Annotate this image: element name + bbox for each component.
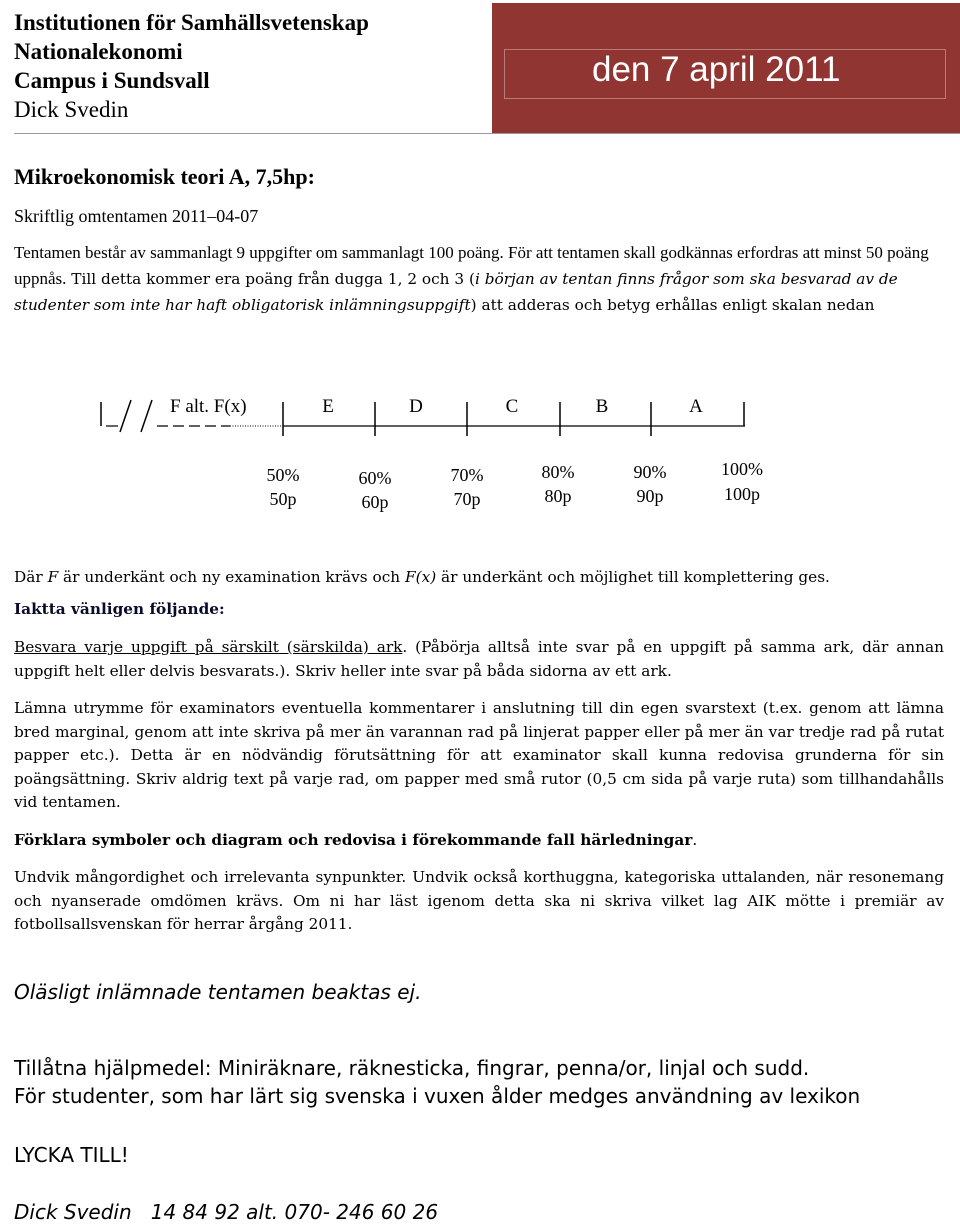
explanation-b: är underkänt och ny examination krävs och: [58, 568, 405, 586]
points-100: 100p: [724, 484, 760, 504]
percent-90: 90%: [633, 462, 667, 482]
grade-scale-diagram: [0, 380, 960, 530]
header-info: [14, 8, 492, 124]
contact-info: Dick Svedin 14 84 92 alt. 070- 246 60 26: [14, 1200, 439, 1224]
grade-label-f: F alt. F(x): [170, 396, 247, 417]
author-name: Dick Svedin: [14, 97, 129, 122]
percent-100: 100%: [721, 459, 763, 479]
percent-70: 70%: [450, 465, 484, 485]
symbols-paragraph: [14, 829, 944, 853]
sheets-underlined: Besvara varje uppgift på särskilt (särskilda) ark: [14, 638, 403, 656]
points-60: 60p: [361, 492, 389, 512]
intro-line2-b: ) att adderas och betyg erhållas enligt skalan nedan: [470, 296, 875, 314]
percent-80: 80%: [541, 462, 575, 482]
header-divider: [14, 133, 960, 134]
symbols-bold: Förklara symboler och diagram och redovisa i förekommande fall härledningar: [14, 831, 693, 849]
percent-60: 60%: [358, 468, 392, 488]
scale-break-mark-1: [120, 400, 131, 432]
points-80: 80p: [544, 486, 572, 506]
intro-paragraph: [14, 240, 944, 318]
explanation-f: F: [47, 568, 59, 586]
avoid-paragraph: Undvik mångordighet och irrelevanta synpunkter. Undvik också korthuggna, kategoriska uttalanden, när resonemang och nyanserade omdömen krävs. Om ni har läst igenom detta ska ni skriva vilket lag AIK mötte i premiär av fotbollsallsvenskan för herrar årgång 2011.: [14, 868, 944, 933]
explanation-fx: F(x): [404, 568, 437, 586]
intro-line2-italic: i början av tentan finns frågor som ska besvarad av de studenter som inte har haft obligatorisk inlämningsuppgift: [14, 270, 898, 314]
sheets-rest: . (Påbörja alltså inte svar på en uppgift på samma ark, där annan uppgift helt eller delvis besvarats.). Skriv heller inte svar på båda sidorna av ett ark.: [14, 638, 944, 680]
institution-name: Institutionen för Samhällsvetenskap: [14, 10, 369, 35]
margin-paragraph: Lämna utrymme för examinators eventuella kommentarer i anslutning till din egen svarstext (t.ex. genom att lämna bred marginal, genom att inte skriva på mer än varannan rad på linjerat papper eller på mer än var tredje rad på rutat papper etc.). Detta är en nödvändig förutsättning för att examinator skall kunna redovisa grunderna för sin poängsättning. Skriv aldrig text på varje rad, om papper med små rutor (0,5 cm sida på varje ruta) som tillhandahålls vid tentamen.: [14, 699, 944, 811]
grade-label-e: E: [322, 396, 334, 417]
grade-explanation: [14, 566, 944, 590]
exam-subtitle: Skriftlig omtentamen 2011–04-07: [14, 206, 259, 226]
grade-label-b: B: [595, 396, 609, 417]
percent-50: 50%: [266, 465, 300, 485]
sheets-paragraph: [14, 636, 944, 683]
grade-label-d: D: [409, 396, 423, 417]
exam-date: den 7 april 2011: [592, 50, 841, 89]
explanation-a: Där: [14, 568, 48, 586]
department-name: Nationalekonomi: [14, 39, 183, 64]
intro-line2-a: Till detta kommer era poäng från dugga 1, 2 och 3 (: [66, 270, 475, 288]
grade-label-a: A: [689, 396, 703, 417]
grade-label-c: C: [505, 396, 519, 417]
illegible-note: Oläsligt inlämnade tentamen beaktas ej.: [14, 980, 422, 1004]
scale-break-mark-2: [141, 400, 152, 432]
good-luck: LYCKA TILL!: [14, 1143, 129, 1167]
explanation-c: är underkänt och möjlighet till komplettering ges.: [436, 568, 830, 586]
observe-heading: Iaktta vänligen följande:: [14, 600, 225, 618]
course-title: Mikroekonomisk teori A, 7,5hp:: [14, 164, 315, 189]
aids-line-2: För studenter, som har lärt sig svenska i vuxen ålder medges användning av lexikon: [14, 1084, 861, 1108]
symbols-end: .: [692, 831, 698, 849]
aids-line-1: Tillåtna hjälpmedel: Miniräknare, räknesticka, fingrar, penna/or, linjal och sudd.: [14, 1056, 810, 1080]
intro-line1: Tentamen består av sammanlagt 9 uppgifter om sammanlagt 100 poäng. För att tentamen skall godkännas erfordras att minst 50 poäng uppnås.: [14, 243, 929, 288]
points-90: 90p: [636, 486, 664, 506]
points-50: 50p: [269, 489, 297, 509]
campus-name: Campus i Sundsvall: [14, 68, 210, 93]
points-70: 70p: [453, 489, 481, 509]
